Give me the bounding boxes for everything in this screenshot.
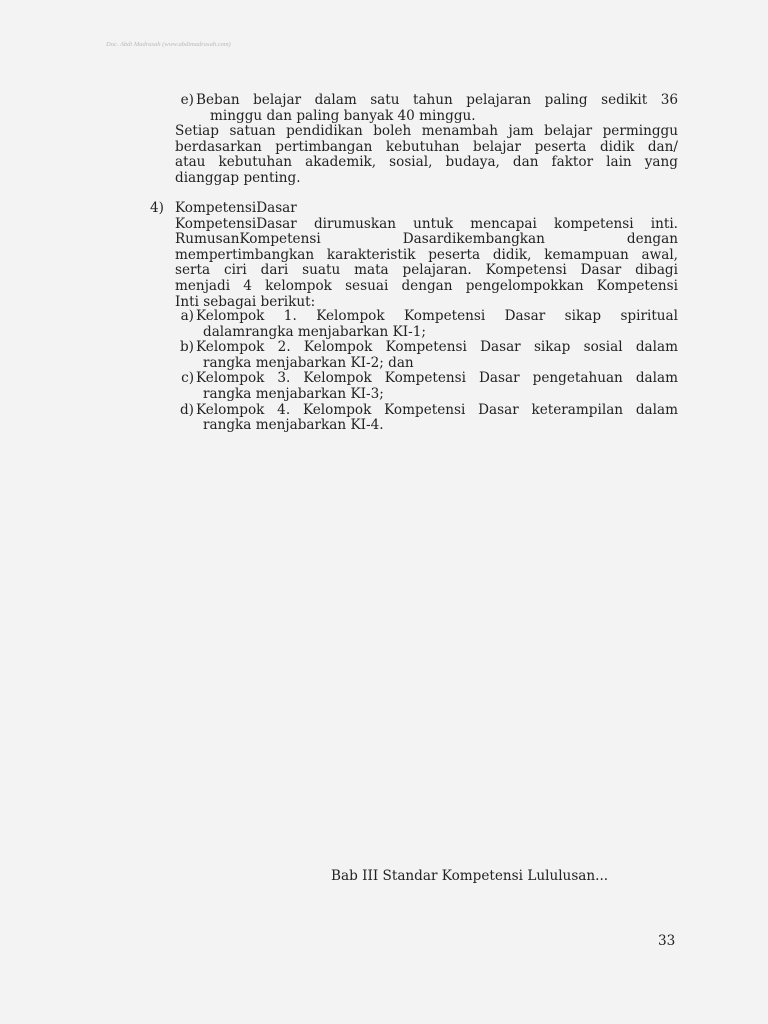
list-item [175,309,678,340]
list-item-line-2: dalamrangka menjabarkan KI-1; [203,323,426,340]
paragraph-1 [175,124,678,186]
item-marker: b) [179,339,194,356]
section-4-line-3: mempertimbangkan karakteristik peserta didik, kemampuan awal, [175,246,678,263]
list-item-line-2: rangka menjabarkan KI-3; [203,385,384,402]
list-item-line-1: Kelompok 1. Kelompok Kompetensi Dasar sikap spiritual [196,308,678,324]
list-item [175,403,678,434]
list-item [175,340,678,371]
section-e [140,93,678,124]
section-4-line-1: KompetensiDasar dirumuskan untuk mencapai kompetensi inti. [175,215,678,232]
list-item-line-1: Kelompok 2. Kelompok Kompetensi Dasar sikap sosial dalam [196,339,678,356]
item-marker: c) [181,370,194,387]
section-e-line-1: Beban belajar dalam satu tahun pelajaran paling sedikit 36 [196,92,678,108]
kelompok-list [175,309,678,434]
section-4-line-6: Inti sebagai berikut: [175,293,316,310]
section-4-line-5: menjadi 4 kelompok sesuai dengan pengelompokkan Kompetensi [175,277,678,294]
list-item-line-2: rangka menjabarkan KI-2; dan [203,354,414,371]
section-4-marker: 4) [150,200,164,216]
paragraph-1-line-3: atau kebutuhan akademik, sosial, budaya, dan faktor lain yang [175,154,678,171]
list-item-line-2: rangka menjabarkan KI-4. [203,417,384,434]
paragraph-1-line-2: berdasarkan pertimbangan kebutuhan belajar peserta didik dan/ [175,138,678,155]
page-number: 33 [658,933,676,949]
section-4-title: KompetensiDasar [175,200,297,216]
item-marker: a) [180,308,194,324]
item-marker: e) [180,92,194,108]
item-marker: d) [179,401,194,418]
section-4-line-4: serta ciri dari suatu mata pelajaran. Kompetensi Dasar dibagi [175,262,678,279]
list-item [175,371,678,402]
section-4 [140,201,678,310]
watermark-text: Doc. Abdi Madrasah (www.abdimadrasah.com) [106,41,231,48]
list-item-line-1: Kelompok 4. Kelompok Kompetensi Dasar keterampilan dalam [196,401,678,418]
paragraph-1-line-1: Setiap satuan pendidikan boleh menambah jam belajar perminggu [175,123,678,139]
section-4-line-2: RumusanKompetensi Dasardikembangkan dengan [175,231,678,248]
chapter-footer: Bab III Standar Kompetensi Lululusan... [331,868,609,884]
list-item-line-1: Kelompok 3. Kelompok Kompetensi Dasar pengetahuan dalam [196,370,678,387]
section-e-line-2: minggu dan paling banyak 40 minggu. [210,107,476,124]
paragraph-1-line-4: dianggap penting. [175,169,301,186]
